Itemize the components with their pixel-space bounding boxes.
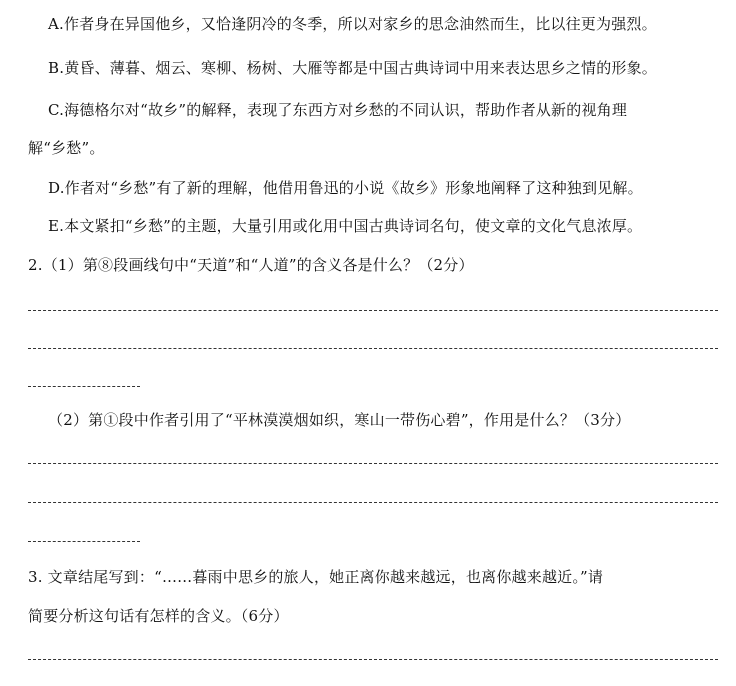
answer-line[interactable] [28,310,718,311]
option-b: B.黄昏、薄暮、烟云、寒柳、杨树、大雁等都是中国古典诗词中用来表达思乡之情的形象。 [48,59,657,77]
question-3-line1: 3. 文章结尾写到：“……暮雨中思乡的旅人，她正离你越来越远，也离你越来越近。”请 [28,568,604,586]
option-c-line2: 解“乡愁”。 [28,139,105,157]
question-3-line2: 简要分析这句话有怎样的含义。（6分） [28,607,289,625]
option-a: A.作者身在异国他乡，又恰逢阴冷的冬季，所以对家乡的思念油然而生，比以往更为强烈。 [48,15,657,33]
option-e: E.本文紧扣“乡愁”的主题，大量引用或化用中国古典诗词名句，使文章的文化气息浓厚。 [48,217,643,235]
answer-line[interactable] [28,463,718,464]
option-c-line1: C.海德格尔对“故乡”的解释，表现了东西方对乡愁的不同认识，帮助作者从新的视角理 [48,101,628,119]
question-2-part-1: 2.（1）第⑧段画线句中“天道”和“人道”的含义各是什么？（2分） [28,256,474,274]
option-d: D.作者对“乡愁”有了新的理解，他借用鲁迅的小说《故乡》形象地阐释了这种独到见解。 [48,179,643,197]
question-2-part-2: （2）第①段中作者引用了“平林漠漠烟如织，寒山一带伤心碧”，作用是什么？（3分） [48,411,631,429]
answer-line[interactable] [28,348,718,349]
answer-line[interactable] [28,386,140,387]
answer-line[interactable] [28,502,718,503]
answer-line[interactable] [28,541,140,542]
answer-line[interactable] [28,659,718,660]
